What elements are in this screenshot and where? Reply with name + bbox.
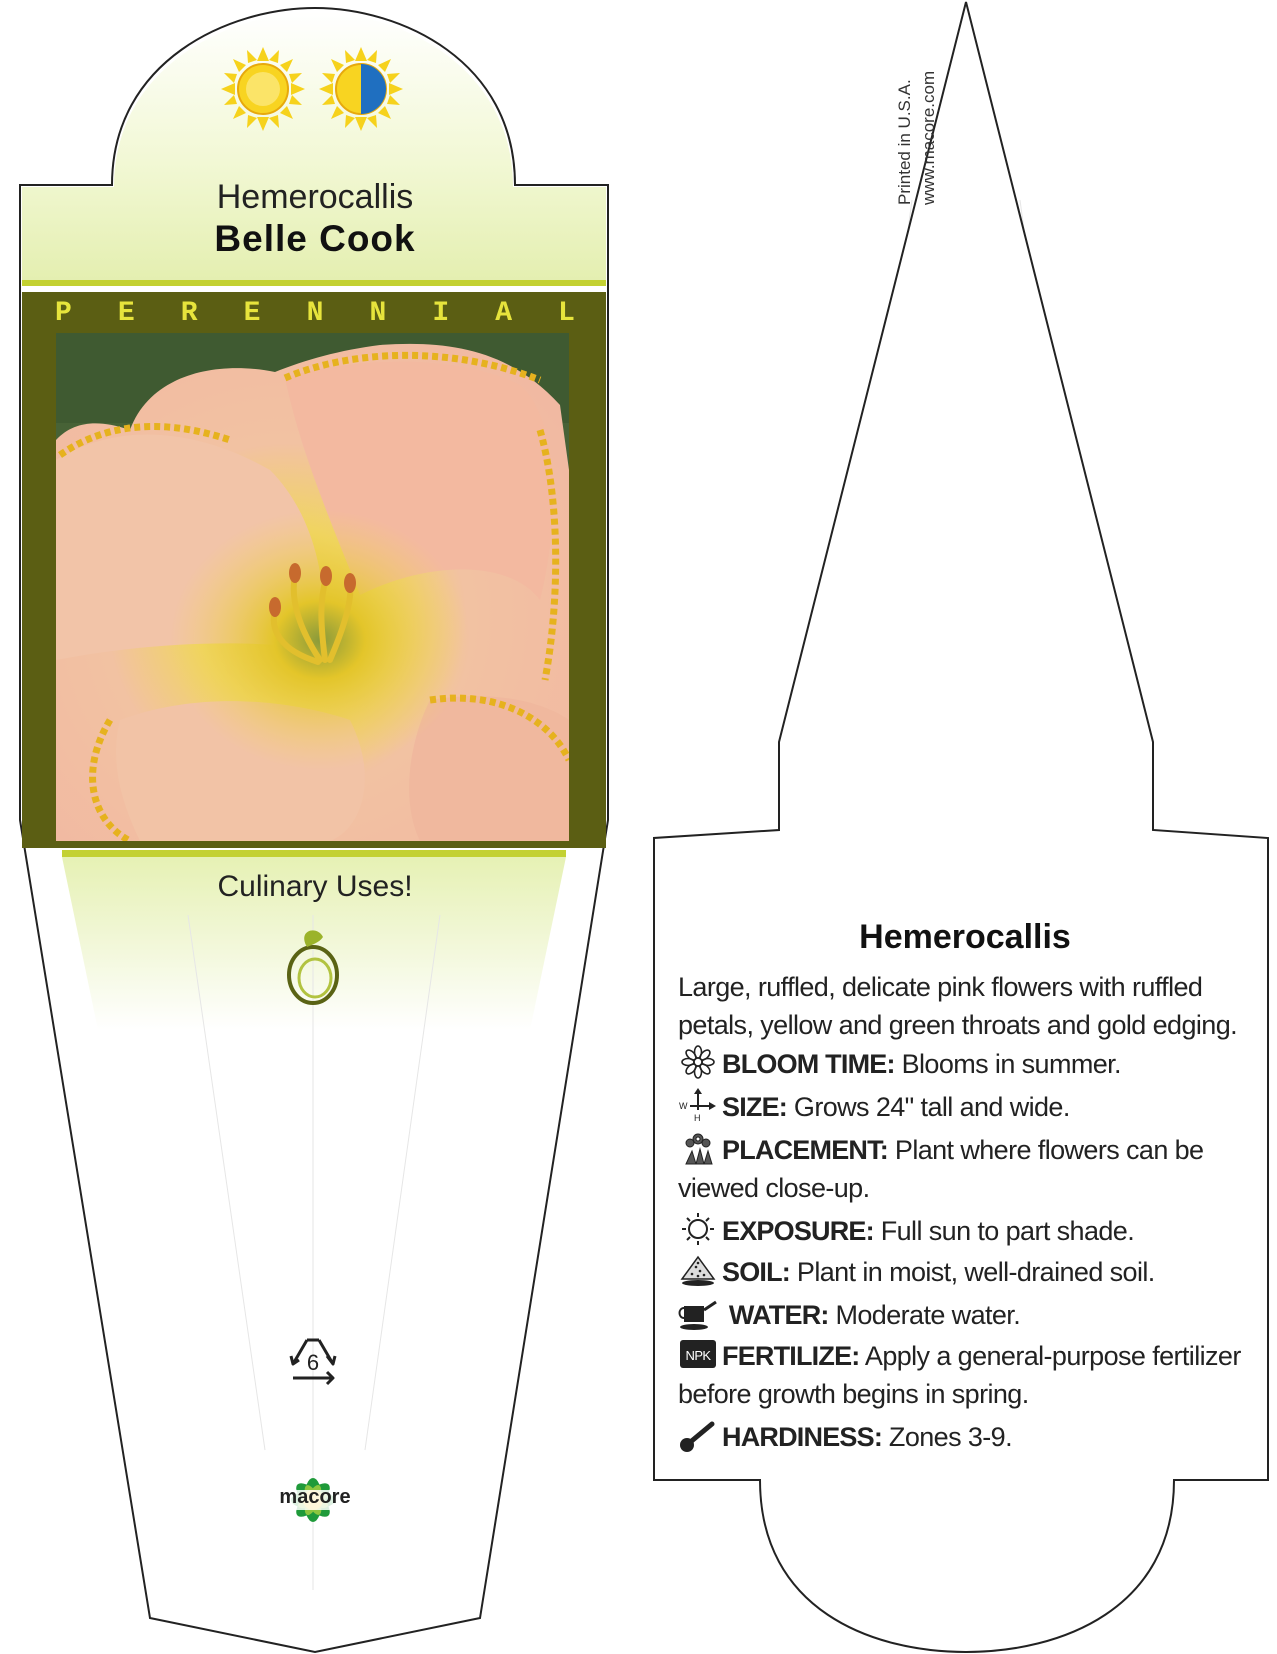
- tagline: Culinary Uses!: [217, 870, 413, 903]
- sun-icon: [678, 1212, 718, 1246]
- plant-cultivar: Belle Cook: [214, 218, 416, 259]
- category-letter: P: [55, 298, 72, 329]
- attribute-label: SOIL:: [722, 1257, 790, 1287]
- category-letter: L: [558, 298, 575, 329]
- attribute-label: EXPOSURE:: [722, 1216, 874, 1246]
- flower-icon: [678, 1045, 718, 1079]
- category-letter: R: [180, 298, 198, 329]
- full-sun-icon: [221, 47, 305, 131]
- attribute-size: [678, 1088, 1258, 1126]
- npk-icon: [678, 1337, 718, 1371]
- category-letter: N: [369, 298, 387, 329]
- category-letter: E: [117, 298, 135, 329]
- attribute-value: Blooms in summer.: [901, 1049, 1121, 1079]
- soil-icon: [678, 1253, 718, 1287]
- attribute-label: SIZE:: [722, 1092, 788, 1122]
- website: www.macore.com: [919, 70, 938, 205]
- attribute-placement: [678, 1131, 1258, 1207]
- flower-photo: [56, 333, 569, 841]
- attribute-label: FERTILIZE:: [722, 1341, 860, 1371]
- placement-icon: [678, 1131, 718, 1165]
- attribute-value: Full sun to part shade.: [880, 1216, 1135, 1246]
- size-icon-w: W: [679, 1101, 687, 1111]
- attribute-soil: [678, 1253, 1258, 1291]
- attribute-water: [678, 1296, 1258, 1334]
- attribute-value: Plant in moist, well-drained soil.: [796, 1257, 1155, 1287]
- size-icon-h: H: [694, 1113, 700, 1122]
- attribute-value: Zones 3-9.: [888, 1422, 1012, 1452]
- part-shade-icon: [319, 47, 403, 131]
- accent-line-top: [22, 280, 606, 286]
- category-letter: A: [495, 298, 513, 329]
- attribute-label: WATER:: [728, 1300, 829, 1330]
- attribute-fertilize: [678, 1337, 1258, 1413]
- back-title: Hemerocallis: [859, 918, 1071, 956]
- category-letter: I: [432, 298, 450, 329]
- attribute-value: Grows 24" tall and wide.: [793, 1092, 1070, 1122]
- category-letter: E: [243, 298, 261, 329]
- accent-line-bottom: [62, 850, 566, 857]
- attribute-value: Moderate water.: [835, 1300, 1021, 1330]
- thermometer-icon: [678, 1418, 718, 1452]
- attribute-value: Plant where flowers can be viewed close-up.: [678, 1135, 1204, 1203]
- recycle-code: 6: [306, 1350, 320, 1375]
- plant-description: Large, ruffled, delicate pink flowers with ruffled petals, yellow and green throats and gold edging.: [678, 972, 1238, 1040]
- plant-genus: Hemerocallis: [216, 178, 414, 216]
- attribute-label: PLACEMENT:: [722, 1135, 888, 1165]
- attribute-exposure: [678, 1212, 1258, 1250]
- category-label: [55, 298, 575, 334]
- brand-name: macore: [279, 1486, 351, 1508]
- attribute-label: BLOOM TIME:: [722, 1049, 895, 1079]
- category-letter: N: [306, 298, 324, 329]
- npk-text: NPK: [685, 1348, 711, 1363]
- watering-can-icon: [678, 1296, 718, 1330]
- printed-info: [895, 55, 955, 235]
- size-icon: [678, 1088, 718, 1122]
- attribute-value: Apply a general-purpose fertilizer before growth begins in spring.: [678, 1341, 1241, 1409]
- attribute-label: HARDINESS:: [722, 1422, 883, 1452]
- attribute-hardiness: [678, 1418, 1258, 1456]
- attribute-bloom-time: [678, 1045, 1258, 1083]
- printed-line: Printed in U.S.A.: [895, 79, 914, 205]
